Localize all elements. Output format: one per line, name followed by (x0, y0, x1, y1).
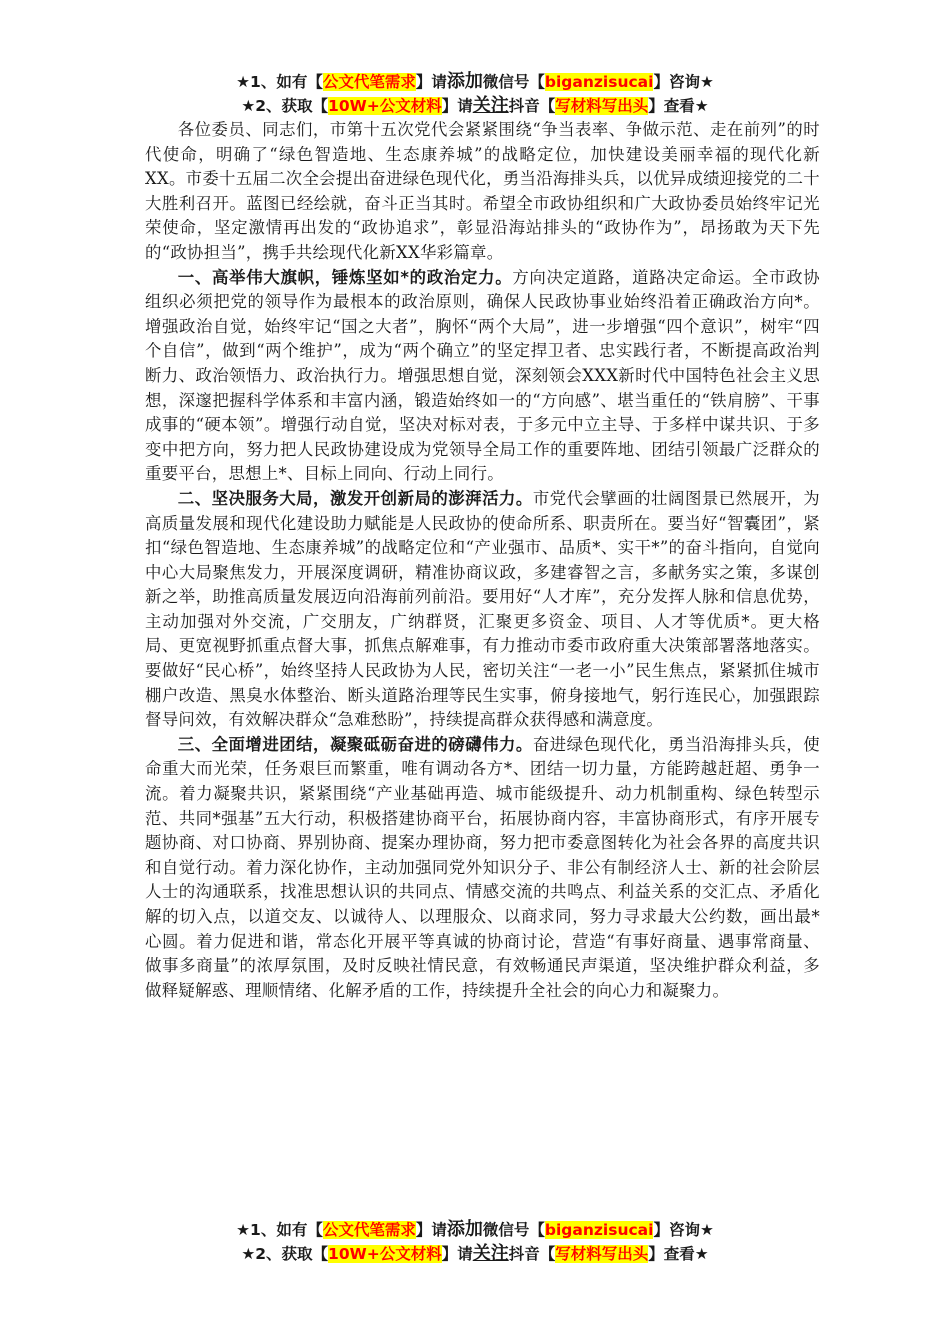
section-heading-3: 三、全面增进团结，凝聚砥砺奋进的磅礴伟力。 (177, 734, 533, 754)
promo-suffix: 】咨询★ (653, 1221, 714, 1239)
article-body (145, 118, 820, 1003)
section-paragraph-3 (145, 733, 820, 1004)
promo-line-2 (0, 94, 950, 118)
section-paragraph-2 (145, 487, 820, 733)
promo-highlight: 公文代笔需求 (322, 73, 416, 91)
promo-header (0, 70, 950, 118)
promo-douyin-id: 写材料写出头 (555, 1245, 649, 1263)
promo-text: 】请 (415, 1221, 447, 1239)
star-icon: ★ (236, 1221, 251, 1239)
promo-prefix: 2、获取【 (255, 97, 329, 115)
promo-emphasis: 关注 (472, 1243, 509, 1264)
section-body-1: 方向决定道路，道路决定命运。全市政协组织必须把党的领导作为最根本的政治原则，确保人民政协事业始终沿着正确政治方向*。增强政治自觉，始终牢记“国之大者”，胸怀“两个大局”，进一步增强“四个意识”，树牢“四个自信”，做到“两个维护”，成为“两个确立”的坚定捍卫者、忠实践行者，不断提高政治判断力、政治领悟力、政治执行力。增强思想自觉，深刻领会XXX新时代中国特色社会主义思想，深邃把握科学体系和丰富内涵，锻造始终如一的“方向感”、堪当重任的“铁肩膀”、干事成事的“硬本领”。增强行动自觉，坚决对标对表，于多元中立主导、于多样中谋共识、于多变中把方向，努力把人民政协建设成为党领导全局工作的重要阵地、团结引领最广泛群众的重要平台，思想上*、目标上同向、行动上同行。 (145, 267, 820, 484)
section-heading-2: 二、坚决服务大局，激发开创新局的澎湃活力。 (177, 488, 533, 508)
promo-suffix: 】查看★ (648, 1245, 709, 1263)
promo-text: 微信号【 (482, 73, 545, 91)
promo-prefix: 1、如有【 (250, 73, 323, 91)
promo-prefix: 1、如有【 (250, 1221, 323, 1239)
promo-douyin-id: 写材料写出头 (555, 97, 649, 115)
promo-prefix: 2、获取【 (255, 1245, 329, 1263)
promo-text: 】请 (441, 1245, 473, 1263)
promo-line-2 (0, 1242, 950, 1266)
section-heading-1: 一、高举伟大旗帜，锤炼坚如*的政治定力。 (177, 267, 513, 287)
section-body-3: 奋进绿色现代化，勇当沿海排头兵，使命重大而光荣，任务艰巨而繁重，唯有调动各方*、团结一切力量，方能跨越赶超、勇争一流。着力凝聚共识，紧紧围绕“产业基础再造、城市能级提升、动力机制重构、绿色转型示范、共同*强基”五大行动，积极搭建协商平台，拓展协商内容，丰富协商形式，有序开展专题协商、对口协商、界别协商、提案办理协商，努力把市委意图转化为社会各界的高度共识和自觉行动。着力深化协作，主动加强同党外知识分子、非公有制经济人士、新的社会阶层人士的沟通联系，找准思想认识的共同点、情感交流的共鸣点、利益关系的交汇点、矛盾化解的切入点，以道交友、以诚待人、以理服众、以商求同，努力寻求最大公约数，画出最*心圆。着力促进和谐，常态化开展平等真诚的协商讨论，营造“有事好商量、遇事常商量、做事多商量”的浓厚氛围，及时反映社情民意，有效畅通民声渠道，坚决维护群众利益，多做释疑解惑、理顺情绪、化解矛盾的工作，持续提升全社会的向心力和凝聚力。 (145, 734, 820, 1000)
promo-text: 微信号【 (482, 1221, 545, 1239)
star-icon: ★ (236, 73, 251, 91)
section-body-2: 市党代会擘画的壮阔图景已然展开，为高质量发展和现代化建设助力赋能是人民政协的使命所系、职责所在。要当好“智囊团”，紧扣“绿色智造地、生态康养城”的战略定位和“产业强市、品质*、实干*”的奋斗指向，自觉向中心大局聚焦发力，开展深度调研，精准协商议政，多建睿智之言，多献务实之策，多谋创新之举，助推高质量发展迈向沿海前列前沿。要用好“人才库”，充分发挥人脉和信息优势，主动加强对外交流，广交朋友，广纳群贤，汇聚更多资金、项目、人才等优质*。更大格局、更宽视野抓重点督大事，抓焦点解难事，有力推动市委市政府重大决策部署落地落实。要做好“民心桥”，始终坚持人民政协为人民，密切关注“一老一小”民生焦点，紧紧抓住城市棚户改造、黑臭水体整治、断头道路治理等民生实事，俯身接地气，躬行连民心，加强跟踪督导问效，有效解决群众“急难愁盼”，持续提高群众获得感和满意度。 (145, 488, 820, 730)
promo-emphasis: 添加 (446, 71, 483, 92)
promo-suffix: 】查看★ (648, 97, 709, 115)
promo-text: 】请 (415, 73, 447, 91)
star-icon: ★ (241, 97, 256, 115)
promo-text: 抖音【 (508, 1245, 556, 1263)
promo-highlight: 10W+公文材料 (328, 1245, 442, 1263)
promo-suffix: 】咨询★ (653, 73, 714, 91)
promo-footer (0, 1218, 950, 1266)
promo-emphasis: 添加 (446, 1219, 483, 1240)
promo-wechat-id: biganzisucai (544, 1221, 654, 1239)
intro-paragraph: 各位委员、同志们，市第十五次党代会紧紧围绕“争当表率、争做示范、走在前列”的时代使命，明确了“绿色智造地、生态康养城”的战略定位，加快建设美丽幸福的现代化新XX。市委十五届二次全会提出奋进绿色现代化，勇当沿海排头兵，以优异成绩迎接党的二十大胜利召开。蓝图已经绘就，奋斗正当其时。希望全市政协组织和广大政协委员始终牢记光荣使命，坚定激情再出发的“政协追求”，彰显沿海站排头的“政协作为”，昂扬敢为天下先的“政协担当”，携手共绘现代化新XX华彩篇章。 (145, 120, 820, 262)
promo-highlight: 公文代笔需求 (322, 1221, 416, 1239)
star-icon: ★ (241, 1245, 256, 1263)
promo-line-1 (0, 1218, 950, 1242)
promo-wechat-id: biganzisucai (544, 73, 654, 91)
promo-line-1 (0, 70, 950, 94)
promo-emphasis: 关注 (472, 95, 509, 116)
promo-text: 抖音【 (508, 97, 556, 115)
promo-text: 】请 (441, 97, 473, 115)
promo-highlight: 10W+公文材料 (328, 97, 442, 115)
section-paragraph-1 (145, 266, 820, 487)
